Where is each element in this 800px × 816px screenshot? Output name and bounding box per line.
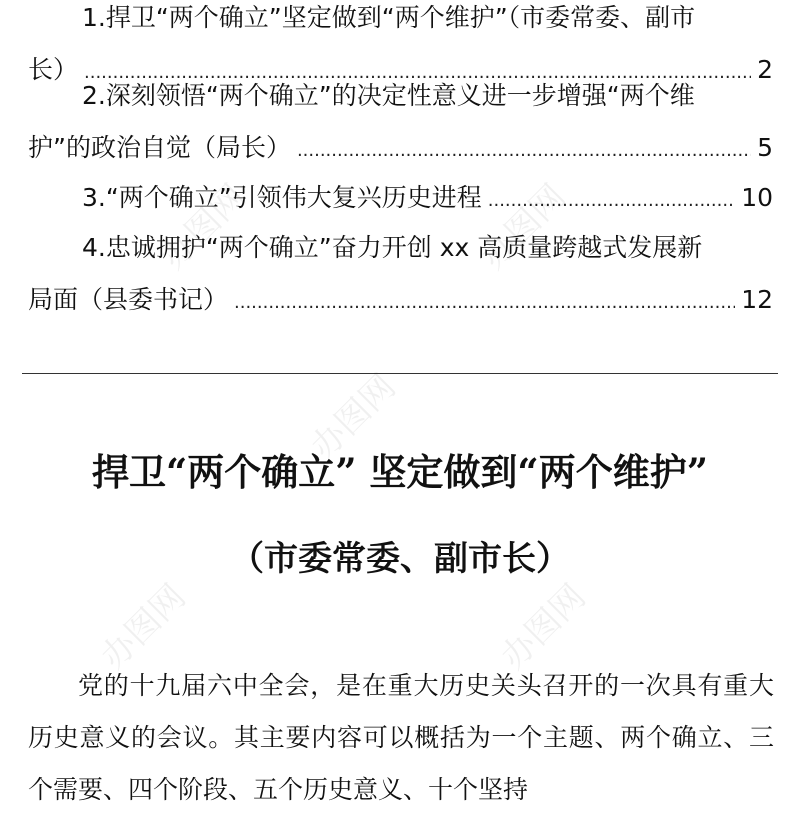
toc-leader-dots [297,125,751,177]
toc-entry-line [28,122,773,174]
toc-entry-3[interactable] [28,172,773,224]
toc-page-number: 5 [757,133,773,162]
toc-entry-line [28,70,773,122]
article-title: 捍卫“两个确立” 坚定做到“两个维护” [91,450,708,494]
toc-page-number: 12 [741,285,773,314]
toc-page-number: 10 [741,183,773,212]
watermark-logo: 办图网 [93,576,194,678]
toc-entry-line [28,222,773,274]
toc-entry-text: 2.深刻领悟“两个确立”的决定性意义进一步增强“两个维 [82,81,695,110]
watermark-logo: 办图网 [493,576,594,678]
toc-entry-line [28,172,773,224]
toc-entry-text: 3.“两个确立”引领伟大复兴历史进程 [82,183,482,212]
toc-entry-line [28,0,773,44]
watermark-logo: 办图网 [303,366,404,468]
toc-entry-text: 护”的政治自觉（局长） [28,133,291,162]
toc-leader-dots [234,277,735,329]
toc-entry-line [28,274,773,326]
watermark-logo: 办图网 [153,176,254,278]
article-subtitle: （市委常委、副市长） [230,539,570,579]
body-paragraph: 党的十九届六中全会，是在重大历史关头召开的一次具有重大历史意义的会议。其主要内容可以概括为一个主题、两个确立、三个需要、四个阶段、五个历史意义、十个坚持 [28,671,774,804]
toc-entry-text: 长） [28,55,79,84]
watermark-logo: 办图网 [473,176,574,278]
toc-entry-text: 1.捍卫“两个确立”坚定做到“两个维护”（市委常委、副市 [82,3,696,32]
toc-entry-4[interactable] [28,222,773,326]
toc-entry-2[interactable] [28,70,773,174]
toc-entry-text: 局面（县委书记） [28,285,229,314]
toc-leader-dots [488,175,735,227]
toc-entry-text: 4.忠诚拥护“两个确立”奋力开创 xx 高质量跨越式发展新 [82,233,703,262]
toc-page-number: 2 [757,55,773,84]
section-divider [22,373,778,374]
